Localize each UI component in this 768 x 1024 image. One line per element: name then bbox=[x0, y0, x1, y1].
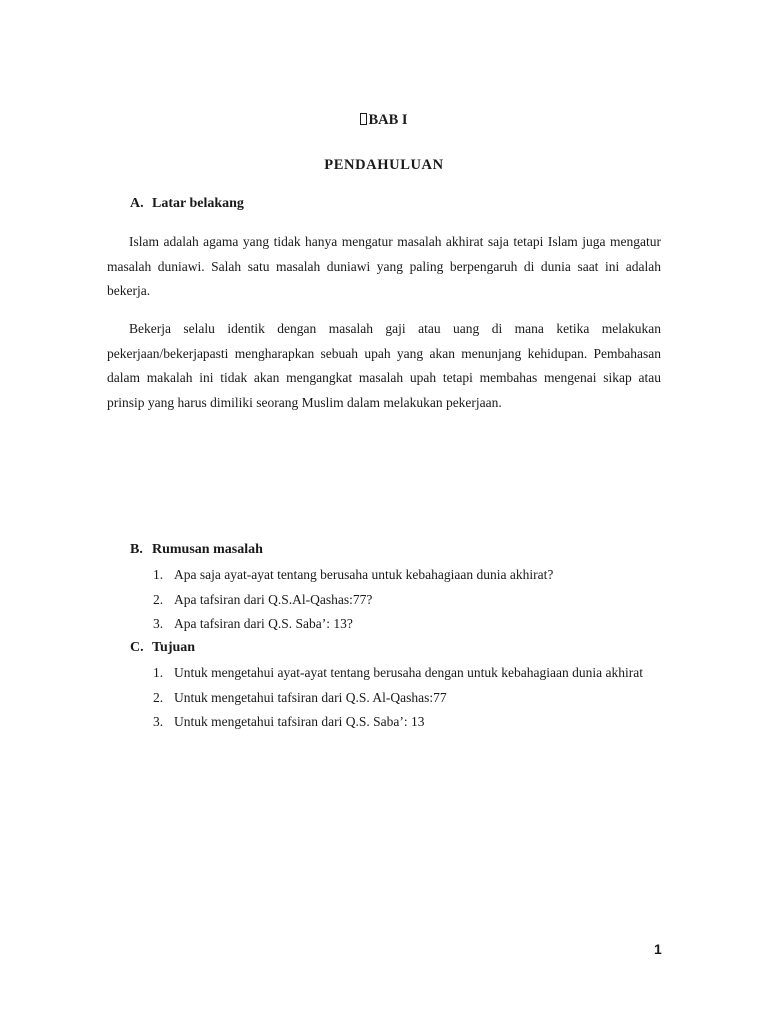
list-item-text: Apa tafsiran dari Q.S.Al-Qashas:77? bbox=[174, 591, 373, 607]
list-item bbox=[153, 612, 553, 637]
paragraph-1: Islam adalah agama yang tidak hanya mengatur masalah akhirat saja tetapi Islam juga mengatur masalah duniawi. Salah satu masalah duniawi yang paling berpengaruh di dunia saat ini adalah bekerja. bbox=[107, 234, 661, 298]
list-item-text: Untuk mengetahui tafsiran dari Q.S. Al-Qashas:77 bbox=[174, 689, 447, 705]
list-item-text: Apa saja ayat-ayat tentang berusaha untuk kebahagiaan dunia akhirat? bbox=[174, 567, 554, 582]
list-item-text: Untuk mengetahui tafsiran dari Q.S. Saba’: 13 bbox=[174, 714, 425, 729]
section-b-letter: B. bbox=[130, 542, 143, 557]
section-a-heading bbox=[130, 196, 244, 212]
section-b-heading bbox=[130, 542, 263, 558]
section-c-letter: C. bbox=[130, 640, 144, 655]
section-a-letter: A. bbox=[130, 196, 144, 211]
list-item-number: 1. bbox=[153, 567, 164, 582]
list-item-text: Apa tafsiran dari Q.S. Saba’: 13? bbox=[174, 616, 353, 631]
list-item-number: 1. bbox=[153, 665, 164, 680]
list-item-text: Untuk mengetahui ayat-ayat tentang berusaha dengan untuk kebahagiaan dunia akhirat bbox=[174, 665, 643, 680]
list-item bbox=[153, 710, 643, 735]
paragraph-2: Bekerja selalu identik dengan masalah gaji atau uang di mana ketika melakukan pekerjaan/bekerjapasti mengharapkan sebuah upah yang akan menunjang kehidupan. Pembahasan dalam makalah ini tidak akan mengangkat masalah upah tetapi membahas mengenai sikap atau prinsip yang harus dimiliki seorang Muslim dalam melakukan pekerjaan. bbox=[107, 321, 661, 410]
list-item-number: 3. bbox=[153, 616, 164, 631]
problem-list bbox=[153, 563, 553, 637]
section-c-heading bbox=[130, 640, 195, 656]
section-b-title: Rumusan masalah bbox=[152, 542, 263, 557]
list-item-number: 2. bbox=[153, 689, 164, 705]
chapter-label: BAB I bbox=[368, 112, 408, 128]
objective-list bbox=[153, 661, 643, 735]
page-title: PENDAHULUAN bbox=[324, 157, 444, 173]
list-item-number: 3. bbox=[153, 714, 164, 729]
missing-glyph-box-icon bbox=[360, 113, 367, 125]
section-c-title: Tujuan bbox=[152, 640, 196, 655]
list-item bbox=[153, 661, 643, 686]
list-item bbox=[153, 588, 553, 613]
page-number: 1 bbox=[654, 941, 662, 957]
list-item bbox=[153, 563, 553, 588]
list-item bbox=[153, 686, 643, 711]
section-a-title: Latar belakang bbox=[152, 196, 244, 211]
list-item-number: 2. bbox=[153, 591, 164, 607]
chapter-heading bbox=[0, 112, 768, 129]
